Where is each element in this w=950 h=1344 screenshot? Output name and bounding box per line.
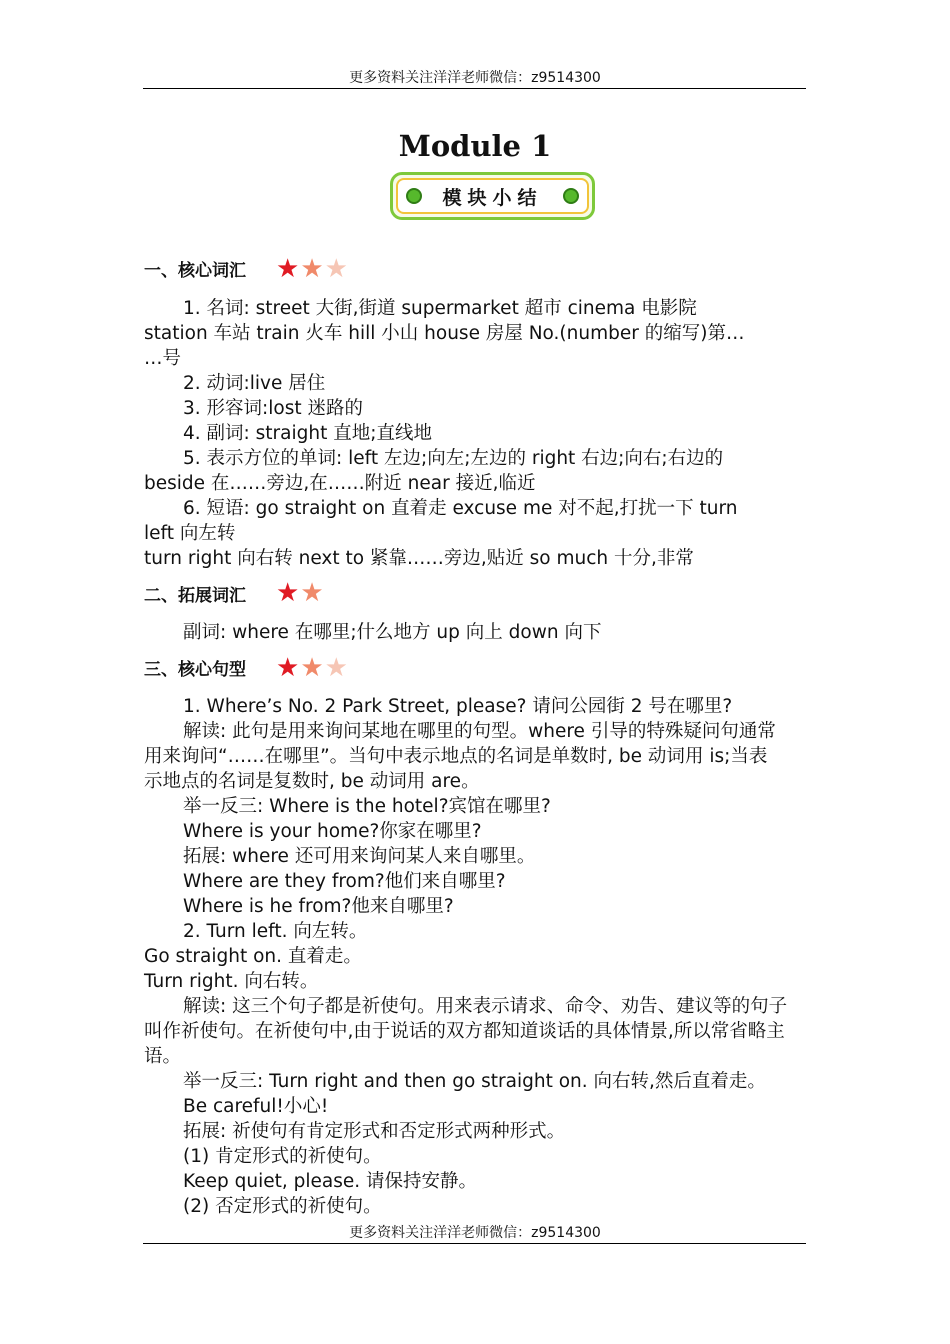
page-title: Module 1: [398, 129, 552, 163]
text-line: Go straight on. 直着走。: [144, 946, 362, 967]
green-dot-icon: [406, 188, 422, 204]
text-line: 副词: where 在哪里;什么地方 up 向上 down 向下: [183, 622, 602, 643]
text-line: 拓展: 祈使句有肯定形式和否定形式两种形式。: [183, 1121, 566, 1142]
text-line: 语。: [144, 1046, 182, 1067]
section-heading: 三、核心句型: [144, 660, 246, 680]
star-icon: ★: [276, 578, 300, 608]
header-rule: [143, 88, 806, 89]
text-line: 1. Where’s No. 2 Park Street, please? 请问公园街 2 号在哪里?: [183, 696, 733, 717]
green-dot-icon: [563, 188, 579, 204]
text-line: Be careful!小心!: [183, 1096, 329, 1117]
text-line: 拓展: where 还可用来询问某人来自哪里。: [183, 846, 536, 867]
text-line: 2. 动词:live 居住: [183, 373, 326, 394]
text-line: (2) 否定形式的祈使句。: [183, 1196, 382, 1217]
text-line: 3. 形容词:lost 迷路的: [183, 398, 363, 419]
star-icon: ★: [276, 254, 300, 284]
module-summary-badge: [390, 172, 595, 220]
footer-text: 更多资料关注洋洋老师微信：z9514300: [349, 1225, 601, 1241]
text-line: 举一反三: Turn right and then go straight on. 向右转,然后直着走。: [183, 1071, 766, 1092]
star-icon: ★: [300, 653, 324, 683]
text-line: 示地点的名词是复数时, be 动词用 are。: [144, 771, 480, 792]
text-line: 6. 短语: go straight on 直着走 excuse me 对不起,打扰一下 turn: [183, 498, 738, 519]
section-heading: 一、核心词汇: [144, 261, 246, 281]
footer-rule: [143, 1243, 806, 1244]
half-star-icon: ★: [324, 254, 348, 284]
text-line: left 向左转: [144, 523, 236, 544]
half-star-icon: ★: [324, 653, 348, 683]
text-line: 举一反三: Where is the hotel?宾馆在哪里?: [183, 796, 551, 817]
star-icon: ★: [276, 653, 300, 683]
text-line: turn right 向右转 next to 紧靠……旁边,贴近 so much 十分,非常: [144, 548, 694, 569]
text-line: 1. 名词: street 大街,街道 supermarket 超市 cinema 电影院: [183, 298, 697, 319]
star-icon: ★: [300, 254, 324, 284]
text-line: 2. Turn left. 向左转。: [183, 921, 368, 942]
text-line: 解读: 这三个句子都是祈使句。用来表示请求、命令、劝告、建议等的句子: [183, 996, 788, 1017]
text-line: station 车站 train 火车 hill 小山 house 房屋 No.(number 的缩写)第…: [144, 323, 745, 344]
rating-stars: [276, 256, 348, 282]
half-star-icon: ★: [300, 578, 324, 608]
rating-stars: [276, 655, 348, 681]
text-line: Turn right. 向右转。: [144, 971, 319, 992]
text-line: 5. 表示方位的单词: left 左边;向左;左边的 right 右边;向右;右边的: [183, 448, 724, 469]
text-line: 4. 副词: straight 直地;直线地: [183, 423, 432, 444]
text-line: Where is your home?你家在哪里?: [183, 821, 482, 842]
rating-stars: [276, 580, 324, 606]
header-text: 更多资料关注洋洋老师微信：z9514300: [349, 70, 601, 86]
text-line: …号: [144, 348, 182, 369]
text-line: beside 在……旁边,在……附近 near 接近,临近: [144, 473, 536, 494]
text-line: Keep quiet, please. 请保持安静。: [183, 1171, 477, 1192]
section-heading: 二、拓展词汇: [144, 586, 246, 606]
text-line: Where is he from?他来自哪里?: [183, 896, 454, 917]
text-line: 叫作祈使句。在祈使句中,由于说话的双方都知道谈话的具体情景,所以常省略主: [144, 1021, 785, 1042]
text-line: 解读: 此句是用来询问某地在哪里的句型。where 引导的特殊疑问句通常: [183, 721, 776, 742]
badge-label: 模块小结: [442, 186, 543, 209]
text-line: 用来询问“……在哪里”。当句中表示地点的名词是单数时, be 动词用 is;当表: [144, 746, 768, 767]
text-line: Where are they from?他们来自哪里?: [183, 871, 506, 892]
text-line: (1) 肯定形式的祈使句。: [183, 1146, 382, 1167]
